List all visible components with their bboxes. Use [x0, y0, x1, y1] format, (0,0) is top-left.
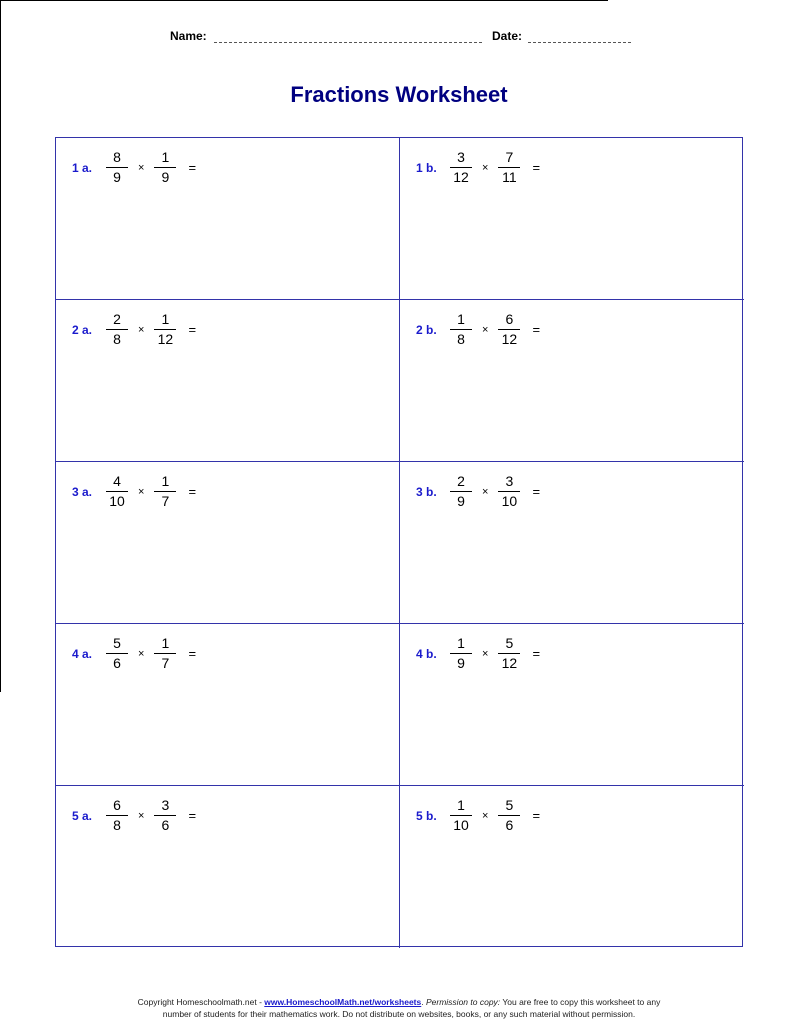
fraction-2: [498, 798, 520, 833]
problem-label: 5 a.: [72, 808, 93, 823]
fraction-2: [154, 474, 176, 509]
multiply-sign: ×: [482, 809, 489, 822]
multiply-sign: ×: [138, 323, 145, 336]
fraction-2: [154, 798, 176, 833]
denominator: 8: [113, 331, 121, 347]
numerator: 6: [505, 311, 514, 327]
problem-label: 4 b.: [416, 646, 437, 661]
numerator: 1: [161, 311, 170, 327]
fraction-1: [106, 474, 128, 509]
name-label: Name:: [170, 29, 207, 43]
problem-cell[interactable]: [56, 786, 400, 948]
fraction-1: [450, 150, 472, 185]
denominator: 10: [501, 493, 518, 509]
multiply-sign: ×: [482, 485, 489, 498]
fraction-2: [498, 636, 520, 671]
problem: [416, 150, 540, 185]
numerator: 5: [505, 635, 514, 651]
problem: [416, 636, 540, 671]
problem-label: 4 a.: [72, 646, 93, 661]
problem-label: 1 b.: [416, 160, 437, 175]
numerator: 5: [505, 797, 514, 813]
denominator: 8: [113, 817, 121, 833]
problem-label: 5 b.: [416, 808, 437, 823]
numerator: 3: [457, 149, 465, 165]
problem-cell[interactable]: [400, 786, 744, 948]
equals-sign: =: [532, 808, 541, 823]
problem: [72, 150, 196, 185]
fraction-1: [450, 312, 472, 347]
denominator: 12: [501, 655, 518, 671]
multiply-sign: ×: [482, 647, 489, 660]
footer-permission-label: Permission to copy:: [425, 997, 501, 1007]
equals-sign: =: [532, 484, 541, 499]
denominator: 6: [113, 655, 121, 671]
footer: [0, 996, 798, 1020]
denominator: 8: [457, 331, 465, 347]
fraction-2: [154, 636, 176, 671]
footer-line-2: number of students for their mathematics work. Do not distribute on websites, books, or any such material without permission.: [162, 1009, 636, 1019]
numerator: 7: [505, 149, 514, 165]
fraction-2: [498, 150, 520, 185]
problem-cell[interactable]: [56, 462, 400, 624]
multiply-sign: ×: [482, 161, 489, 174]
equals-sign: =: [188, 646, 197, 661]
equals-sign: =: [188, 484, 197, 499]
numerator: 3: [161, 797, 170, 813]
problem: [416, 798, 540, 833]
multiply-sign: ×: [138, 485, 145, 498]
numerator: 1: [161, 635, 170, 651]
denominator: 6: [161, 817, 170, 833]
numerator: 4: [113, 473, 121, 489]
denominator: 12: [157, 331, 174, 347]
fraction-1: [106, 312, 128, 347]
problem: [416, 474, 540, 509]
equals-sign: =: [532, 646, 541, 661]
fraction-2: [154, 312, 176, 347]
multiply-sign: ×: [482, 323, 489, 336]
problem-label: 2 b.: [416, 322, 437, 337]
date-label: Date:: [492, 29, 523, 43]
problem-cell[interactable]: [56, 138, 400, 300]
numerator: 1: [457, 311, 465, 327]
problem: [72, 636, 196, 671]
fraction-1: [106, 798, 128, 833]
footer-link[interactable]: www.HomeschoolMath.net/worksheets: [264, 997, 422, 1007]
problem-grid: [55, 137, 743, 947]
fraction-1: [106, 636, 128, 671]
problem-label: 3 a.: [72, 484, 93, 499]
numerator: 3: [505, 473, 514, 489]
numerator: 1: [161, 473, 170, 489]
multiply-sign: ×: [138, 161, 145, 174]
problem-label: 3 b.: [416, 484, 437, 499]
problem-label: 1 a.: [72, 160, 93, 175]
denominator: 12: [453, 169, 469, 185]
page-edge-top: [0, 0, 608, 1]
problem-cell[interactable]: [400, 300, 744, 462]
footer-permission-text: You are free to copy this worksheet to any: [500, 997, 661, 1007]
denominator: 11: [502, 169, 517, 185]
equals-sign: =: [188, 160, 197, 175]
denominator: 10: [109, 493, 125, 509]
problem-cell[interactable]: [56, 300, 400, 462]
problem: [72, 474, 196, 509]
denominator: 7: [161, 655, 170, 671]
denominator: 7: [161, 493, 170, 509]
fraction-1: [450, 636, 472, 671]
denominator: 9: [113, 169, 121, 185]
denominator: 9: [161, 169, 170, 185]
multiply-sign: ×: [138, 809, 145, 822]
fraction-2: [154, 150, 176, 185]
numerator: 8: [113, 149, 121, 165]
problem: [72, 312, 196, 347]
problem-cell[interactable]: [56, 624, 400, 786]
denominator: 10: [453, 817, 469, 833]
equals-sign: =: [188, 322, 197, 337]
footer-copyright: Copyright Homeschoolmath.net -: [137, 997, 265, 1007]
problem-cell[interactable]: [400, 462, 744, 624]
equals-sign: =: [532, 322, 541, 337]
denominator: 12: [501, 331, 518, 347]
page-title: Fractions Worksheet: [290, 82, 508, 107]
problem: [72, 798, 196, 833]
numerator: 2: [457, 473, 465, 489]
footer-dot: .: [421, 997, 426, 1007]
date-field[interactable]: [528, 42, 631, 43]
numerator: 1: [457, 797, 465, 813]
denominator: 9: [457, 493, 465, 509]
numerator: 5: [113, 635, 121, 651]
problem: [416, 312, 540, 347]
problem-cell[interactable]: [400, 138, 744, 300]
fraction-1: [450, 798, 472, 833]
equals-sign: =: [532, 160, 541, 175]
numerator: 1: [161, 149, 170, 165]
problem-label: 2 a.: [72, 322, 93, 337]
fraction-2: [498, 474, 520, 509]
numerator: 2: [113, 311, 121, 327]
denominator: 9: [457, 655, 465, 671]
numerator: 6: [113, 797, 121, 813]
multiply-sign: ×: [138, 647, 145, 660]
numerator: 1: [457, 635, 465, 651]
denominator: 6: [505, 817, 514, 833]
name-field[interactable]: [214, 42, 482, 43]
problem-cell[interactable]: [400, 624, 744, 786]
fraction-1: [450, 474, 472, 509]
equals-sign: =: [188, 808, 197, 823]
fraction-2: [498, 312, 520, 347]
fraction-1: [106, 150, 128, 185]
